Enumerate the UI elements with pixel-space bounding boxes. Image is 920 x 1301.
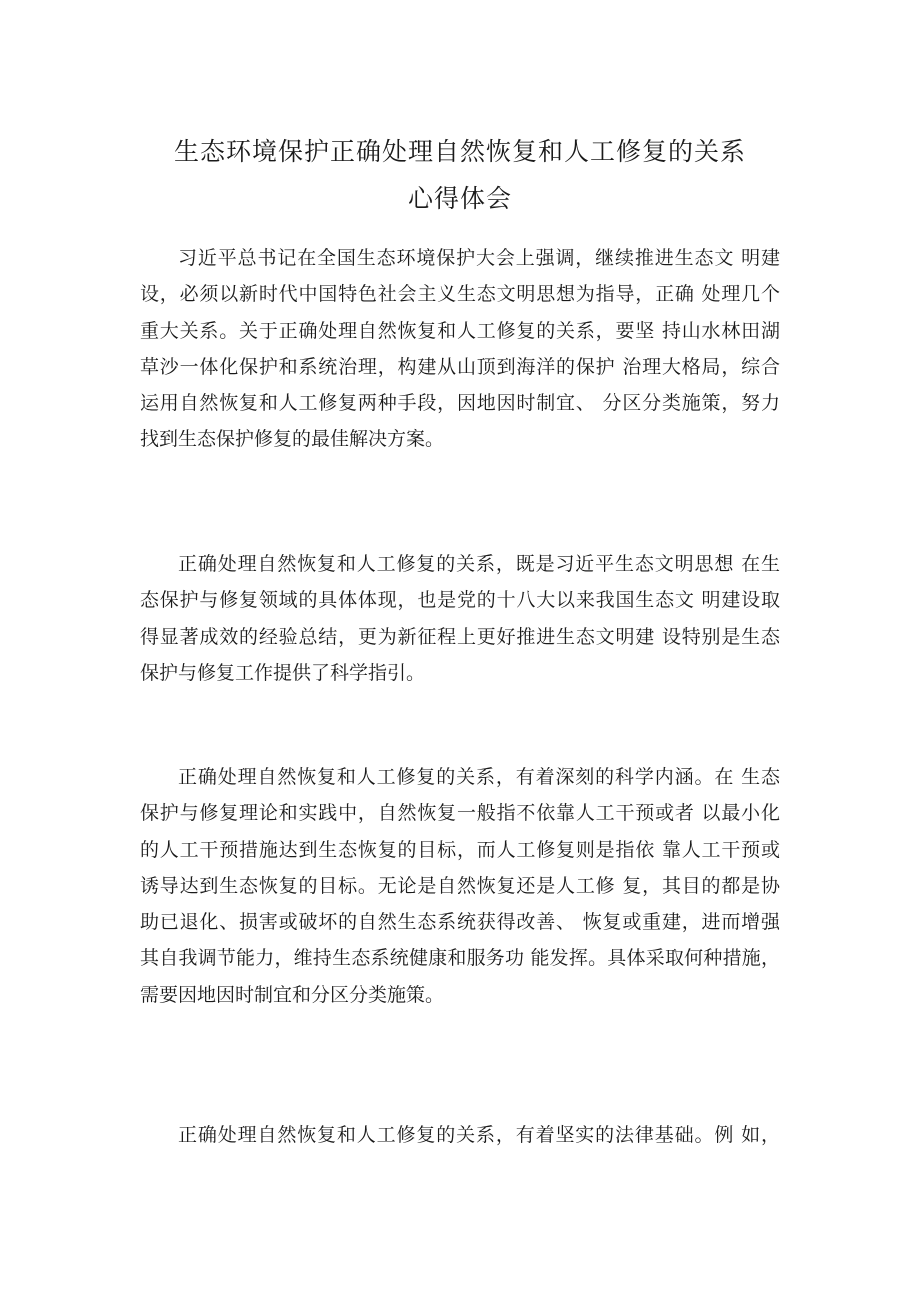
paragraph-3 [140, 759, 780, 1013]
paragraph-line: 保护与修复理论和实践中，自然恢复一般指不依靠人工干预或者 以最小化 [140, 802, 780, 825]
paragraph-line: 得显著成效的经验总结，更为新征程上更好推进生态文明建 设特别是生态 [140, 625, 780, 648]
paragraph-line: 习近平总书记在全国生态环境保护大会上强调，继续推进生态文 明建 [178, 247, 780, 269]
paragraph-line: 正确处理自然恢复和人工修复的关系，有着深刻的科学内涵。在 生态 [178, 766, 780, 788]
paragraph-line: 草沙一体化保护和系统治理，构建从山顶到海洋的保护 治理大格局，综合 [140, 355, 780, 378]
document-title-line-1: 生态环境保护正确处理自然恢复和人工修复的关系 [173, 137, 746, 166]
paragraph-line: 重大关系。关于正确处理自然恢复和人工修复的关系，要坚 持山水林田湖 [140, 319, 780, 342]
paragraph-line: 其自我调节能力，维持生态系统健康和服务功 能发挥。具体采取何种措施， [140, 947, 780, 970]
paragraph-line: 态保护与修复领域的具体体现，也是党的十八大以来我国生态文 明建设取 [140, 589, 780, 612]
paragraph-line: 正确处理自然恢复和人工修复的关系，既是习近平生态文明思想 在生 [178, 553, 780, 575]
paragraph-4 [140, 1117, 780, 1153]
document-title-line-2: 心得体会 [407, 184, 512, 213]
paragraph-line: 诱导达到生态恢复的目标。无论是自然恢复还是人工修 复，其目的都是协 [140, 874, 780, 897]
paragraph-line: 保护与修复工作提供了科学指引。 [140, 661, 426, 684]
paragraph-1 [140, 240, 780, 458]
paragraph-line: 的人工干预措施达到生态恢复的目标，而人工修复则是指依 靠人工干预或 [140, 838, 780, 861]
paragraph-line: 正确处理自然恢复和人工修复的关系，有着坚实的法律基础。例 如， [178, 1124, 780, 1146]
paragraph-line: 助已退化、损害或破坏的自然生态系统获得改善、 恢复或重建，进而增强 [140, 911, 780, 934]
paragraph-2 [140, 546, 780, 691]
paragraph-line: 找到生态保护修复的最佳解决方案。 [140, 428, 445, 451]
paragraph-line: 需要因地因时制宜和分区分类施策。 [140, 983, 445, 1006]
paragraph-line: 设，必须以新时代中国特色社会主义生态文明思想为指导，正确 处理几个 [140, 283, 780, 306]
paragraph-line: 运用自然恢复和人工修复两种手段，因地因时制宜、 分区分类施策，努力 [140, 392, 780, 415]
